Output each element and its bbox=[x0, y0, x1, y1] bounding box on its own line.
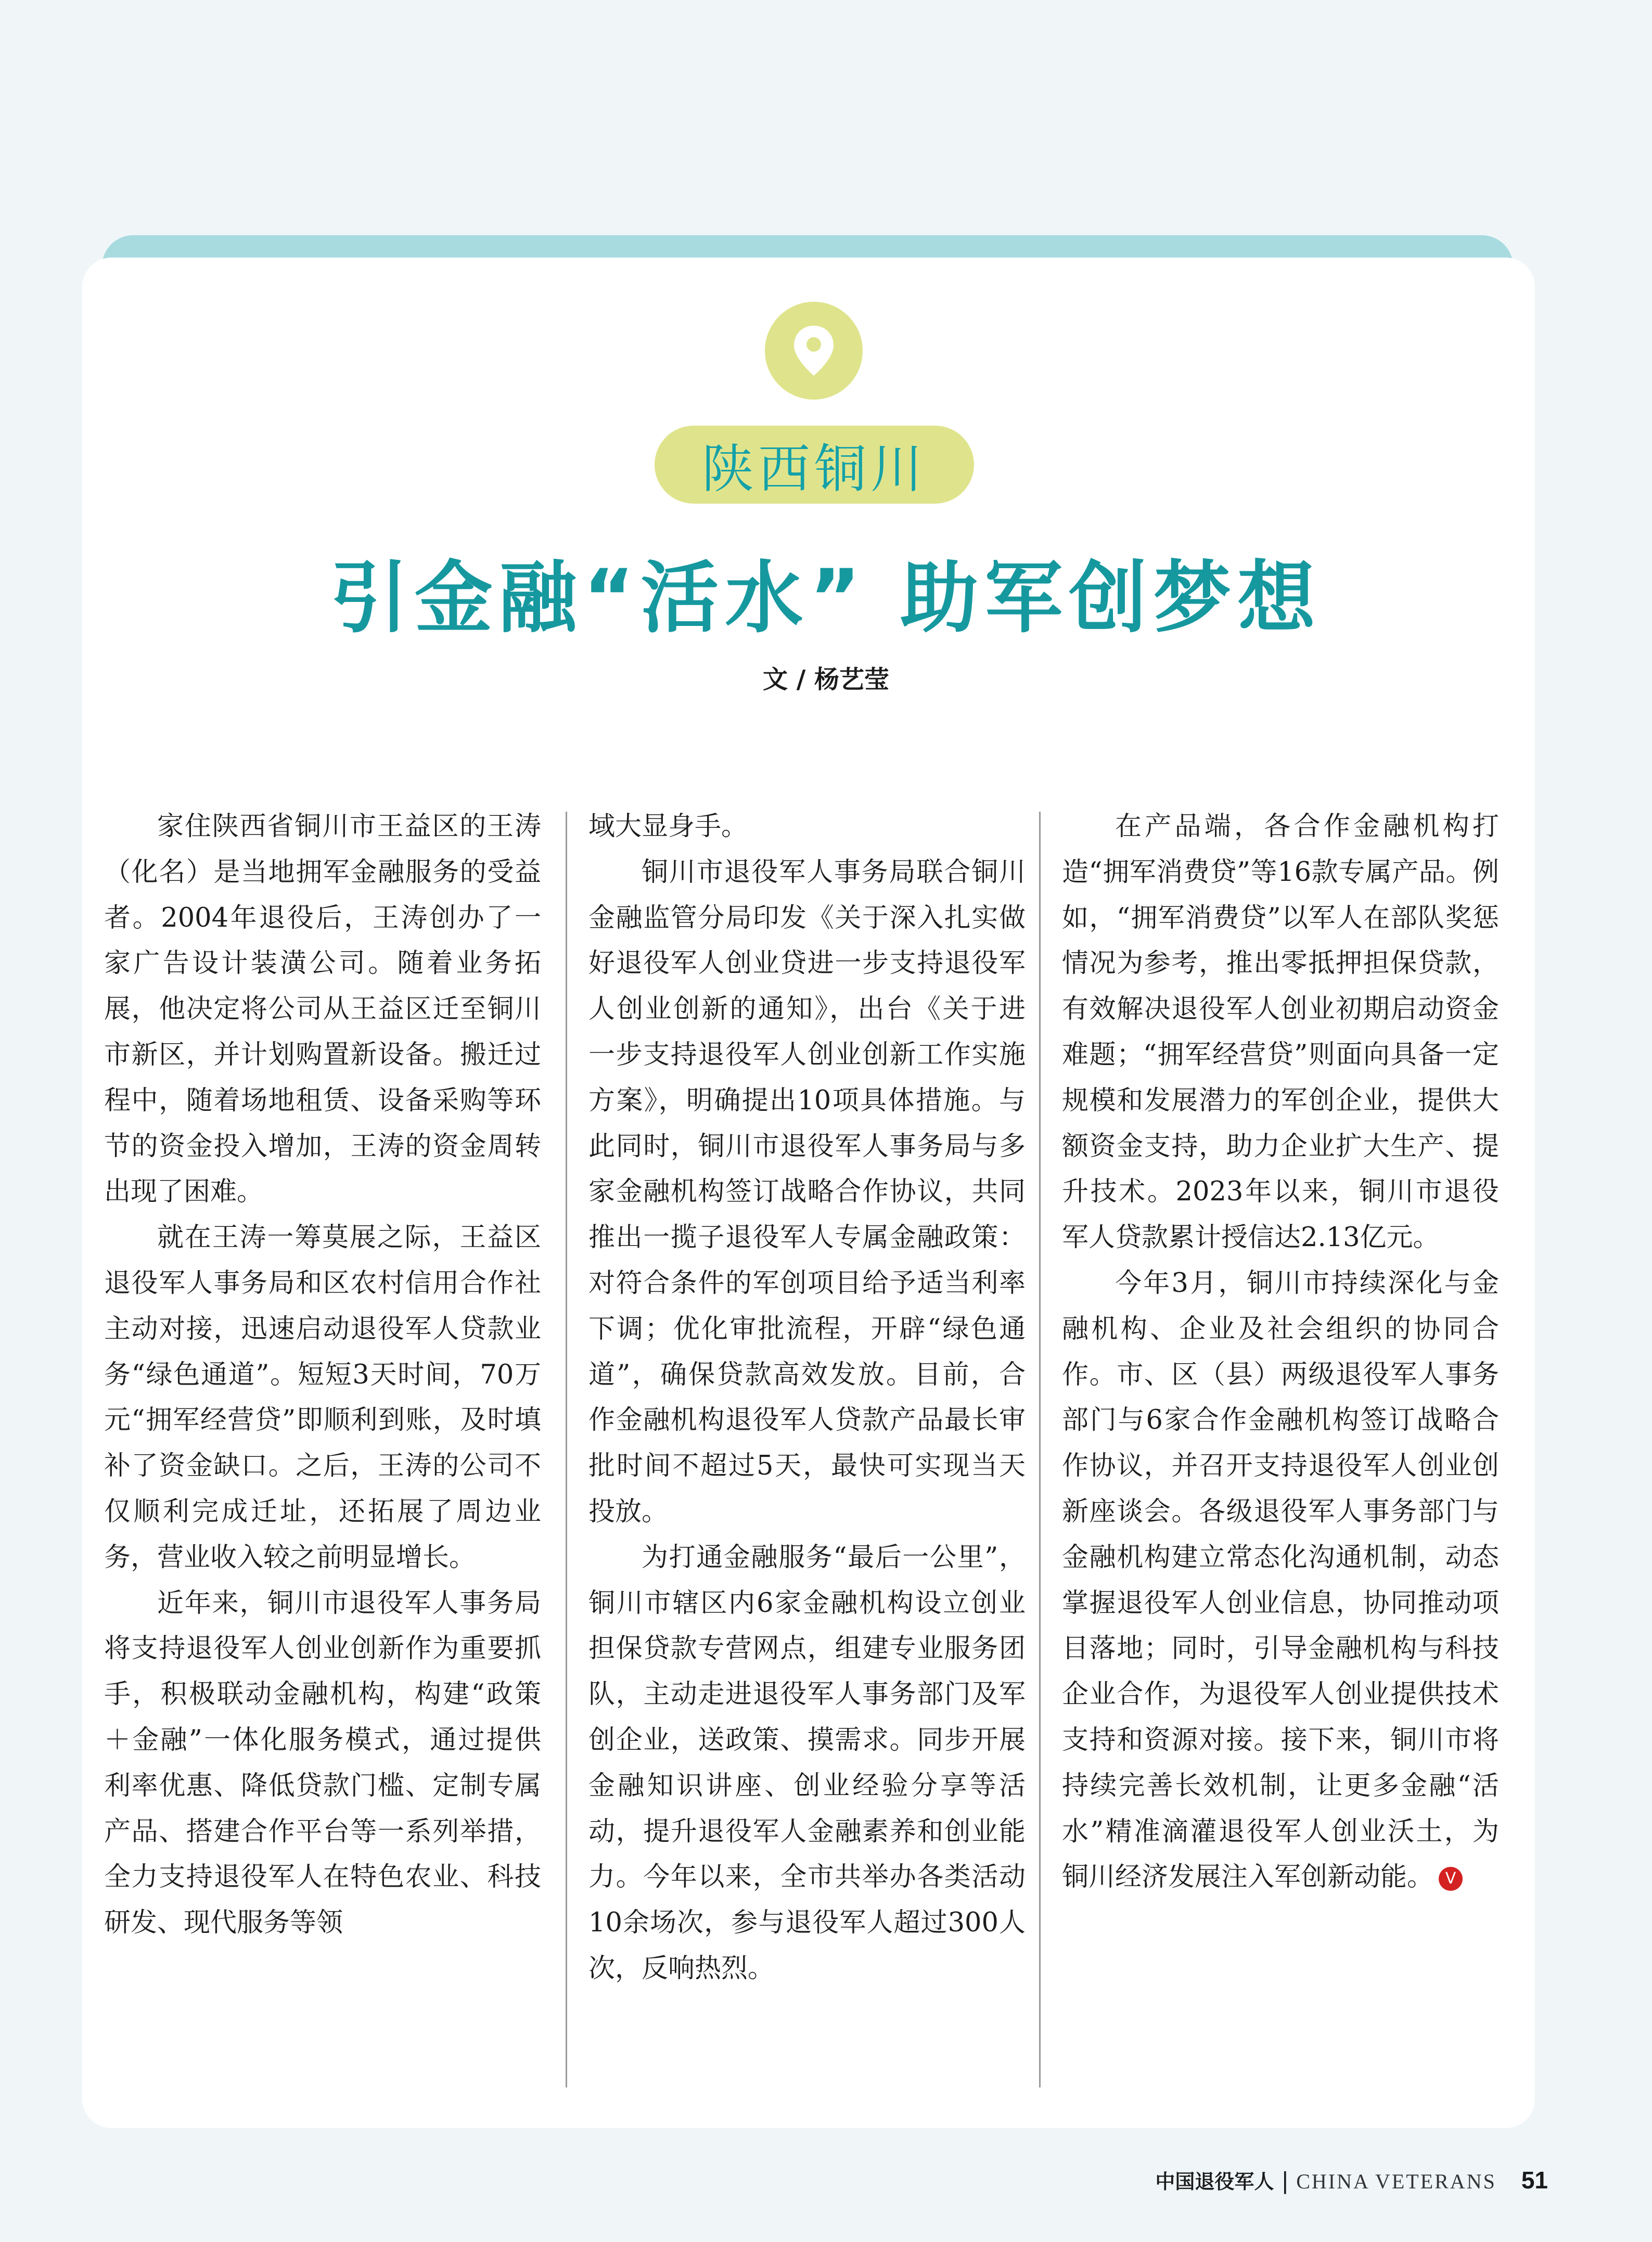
veterans-logo-icon: V bbox=[1439, 1867, 1463, 1891]
page-footer bbox=[1155, 2163, 1548, 2198]
location-pin-icon bbox=[793, 325, 835, 377]
paragraph: 铜川市退役军人事务局联合铜川金融监管分局印发《关于深入扎实做好退役军人创业贷进一步支持退役军人创业创新的通知》，出台《关于进一步支持退役军人创业创新工作实施方案》，明确提出10项具体措施。与此同时，铜川市退役军人事务局与多家金融机构签订战略合作协议，共同推出一揽子退役军人专属金融政策：对符合条件的军创项目给予适当利率下调；优化审批流程，开辟“绿色通道”，确保贷款高效发放。目前，合作金融机构退役军人贷款产品最长审批时间不超过5天，最快可实现当天投放。 bbox=[588, 856, 1026, 1527]
text-column-1 bbox=[104, 804, 541, 1946]
paragraph: 家住陕西省铜川市王益区的王涛（化名）是当地拥军金融服务的受益者。2004年退役后，王涛创办了一家广告设计装潢公司。随着业务拓展，他决定将公司从王益区迁至铜川市新区，并计划购置新设备。搬迁过程中，随着场地租赁、设备采购等环节的资金投入增加，王涛的资金周转出现了困难。 bbox=[104, 811, 541, 1208]
byline bbox=[0, 667, 1652, 692]
paragraph: 为打通金融服务“最后一公里”，铜川市辖区内6家金融机构设立创业担保贷款专营网点，组建专业服务团队，主动走进退役军人事务部门及军创企业，送政策、摸需求。同步开展金融知识讲座、创业经验分享等活动，提升退役军人金融素养和创业能力。今年以来，全市共举办各类活动10余场次，参与退役军人超过300人次，反响热烈。 bbox=[588, 1542, 1026, 1984]
page-number: 51 bbox=[1521, 2167, 1548, 2194]
footer-separator: | bbox=[1281, 2168, 1289, 2194]
article-title: 引金融“活水” 助军创梦想 bbox=[330, 553, 1322, 644]
paragraph-continuation: 域大显身手。 bbox=[588, 811, 748, 842]
column-divider bbox=[1039, 812, 1041, 2087]
paragraph: 在产品端，各合作金融机构打造“拥军消费贷”等16款专属产品。例如，“拥军消费贷”以军人在部队奖惩情况为参考，推出零抵押担保贷款，有效解决退役军人创业初期启动资金难题；“拥军经营贷”则面向具备一定规模和发展潜力的军创企业，提供大额资金支持，助力企业扩大生产、提升技术。2023年以来，铜川市退役军人贷款累计授信达2.13亿元。 bbox=[1062, 811, 1499, 1253]
column-divider bbox=[566, 812, 567, 2087]
location-badge bbox=[765, 302, 863, 400]
text-column-2 bbox=[588, 804, 1026, 1992]
paragraph: 近年来，铜川市退役军人事务局将支持退役军人创业创新作为重要抓手，积极联动金融机构，构建“政策＋金融”一体化服务模式，通过提供利率优惠、降低贷款门槛、定制专属产品、搭建合作平台等一系列举措，全力支持退役军人在特色农业、科技研发、现代服务等领 bbox=[104, 1587, 541, 1939]
text-column-3 bbox=[1062, 804, 1499, 1900]
paragraph bbox=[1062, 1261, 1499, 1900]
region-label: 陕西铜川 bbox=[702, 439, 927, 499]
magazine-name-en: CHINA VETERANS bbox=[1296, 2170, 1496, 2193]
region-pill bbox=[655, 426, 974, 504]
byline-prefix: 文 / bbox=[763, 665, 814, 694]
paragraph-text: 今年3月，铜川市持续深化与金融机构、企业及社会组织的协同合作。市、区（县）两级退役军人事务部门与6家合作金融机构签订战略合作协议，并召开支持退役军人创业创新座谈会。各级退役军人事务部门与金融机构建立常态化沟通机制，动态掌握退役军人创业信息，协同推动项目落地；同时，引导金融机构与科技企业合作，为退役军人创业提供技术支持和资源对接。接下来，铜川市将持续完善长效机制，让更多金融“活水”精准滴灌退役军人创业沃土，为铜川经济发展注入军创新动能。 bbox=[1062, 1267, 1499, 1893]
author-name: 杨艺莹 bbox=[814, 665, 889, 694]
paragraph: 就在王涛一筹莫展之际，王益区退役军人事务局和区农村信用合作社主动对接，迅速启动退役军人贷款业务“绿色通道”。短短3天时间，70万元“拥军经营贷”即顺利到账，及时填补了资金缺口。之后，王涛的公司不仅顺利完成迁址，还拓展了周边业务，营业收入较之前明显增长。 bbox=[104, 1222, 541, 1573]
magazine-name-cn: 中国退役军人 bbox=[1155, 2170, 1274, 2193]
